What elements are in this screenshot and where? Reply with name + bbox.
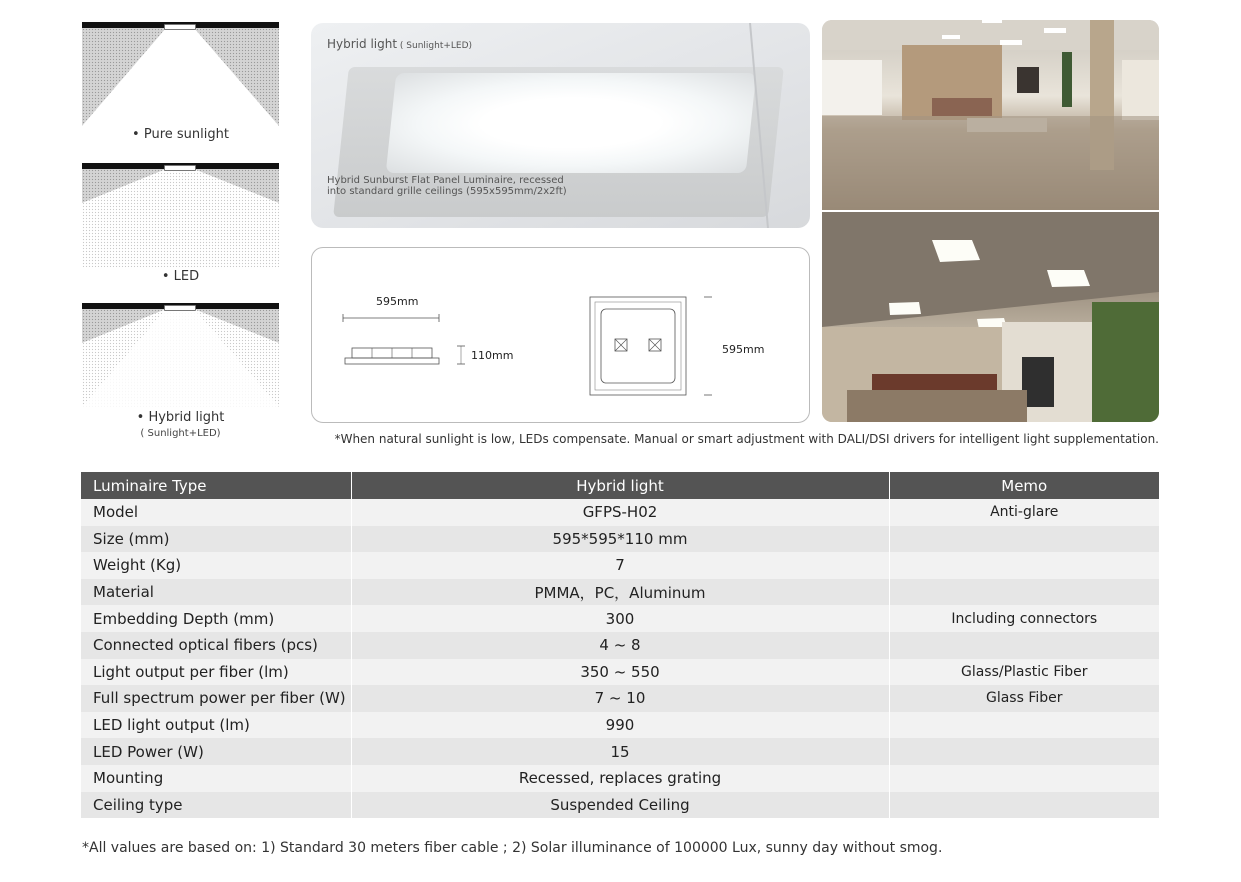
office-scene xyxy=(822,212,1159,422)
side-label: 595mm xyxy=(722,343,765,356)
hero-title-main: Hybrid light xyxy=(327,37,398,51)
header-luminaire-type: Luminaire Type xyxy=(81,472,351,499)
led-beam xyxy=(82,163,279,267)
header-memo: Memo xyxy=(889,472,1159,499)
row-label: Light output per fiber (lm) xyxy=(81,659,351,686)
table-row xyxy=(81,685,1159,712)
interior-photo-living-room xyxy=(822,20,1159,210)
row-label: Ceiling type xyxy=(81,792,351,819)
sunlight-beam xyxy=(82,22,279,126)
table-row xyxy=(81,552,1159,579)
row-label: Mounting xyxy=(81,765,351,792)
table-row xyxy=(81,792,1159,819)
living-room-scene xyxy=(822,20,1159,210)
table-row xyxy=(81,738,1159,765)
row-label: Connected optical fibers (pcs) xyxy=(81,632,351,659)
table-row xyxy=(81,632,1159,659)
row-label: LED light output (lm) xyxy=(81,712,351,739)
row-memo xyxy=(889,632,1159,659)
row-label: Embedding Depth (mm) xyxy=(81,605,351,632)
row-label: Material xyxy=(81,579,351,606)
fixture xyxy=(164,305,196,311)
row-label: Size (mm) xyxy=(81,526,351,553)
spec-table xyxy=(81,472,1159,818)
row-value: 990 xyxy=(351,712,889,739)
row-value: Recessed, replaces grating xyxy=(351,765,889,792)
dimension-drawing xyxy=(311,247,810,423)
diagram-label-sunlight: • Pure sunlight xyxy=(132,127,229,142)
fixture xyxy=(164,24,196,30)
led-diagram xyxy=(82,163,279,267)
row-memo xyxy=(889,712,1159,739)
hybrid-diagram xyxy=(82,303,279,407)
table-header-row xyxy=(81,472,1159,499)
row-label: Weight (Kg) xyxy=(81,552,351,579)
pure-sunlight-diagram xyxy=(82,22,279,126)
row-memo xyxy=(889,579,1159,606)
row-memo xyxy=(889,526,1159,553)
row-memo: Glass Fiber xyxy=(889,685,1159,712)
dimension-lines xyxy=(312,248,811,424)
row-value: 300 xyxy=(351,605,889,632)
table-row xyxy=(81,605,1159,632)
table-row xyxy=(81,579,1159,606)
row-value: 4 ~ 8 xyxy=(351,632,889,659)
row-value: 7 ~ 10 xyxy=(351,685,889,712)
panel-glow xyxy=(386,73,757,173)
row-value: 15 xyxy=(351,738,889,765)
row-memo: Anti-glare xyxy=(889,499,1159,526)
table-row xyxy=(81,765,1159,792)
table-row xyxy=(81,526,1159,553)
row-label: Full spectrum power per fiber (W) xyxy=(81,685,351,712)
table-row xyxy=(81,499,1159,526)
values-footnote: *All values are based on: 1) Standard 30 meters fiber cable ; 2) Solar illuminance of 100000 Lux, sunny day without smog. xyxy=(82,840,943,856)
hero-title xyxy=(327,37,472,51)
luminaire-photo xyxy=(311,23,810,228)
row-value: Suspended Ceiling xyxy=(351,792,889,819)
row-value: 595*595*110 mm xyxy=(351,526,889,553)
diagram-label-hybrid: • Hybrid light xyxy=(136,410,225,425)
row-value: GFPS-H02 xyxy=(351,499,889,526)
width-label: 595mm xyxy=(376,295,419,308)
sunlight-note: *When natural sunlight is low, LEDs compensate. Manual or smart adjustment with DALI/DSI drivers for intelligent light supplementation. xyxy=(334,432,1159,446)
row-memo: Glass/Plastic Fiber xyxy=(889,659,1159,686)
hybrid-beam xyxy=(82,303,279,407)
hero-caption: Hybrid Sunburst Flat Panel Luminaire, recessed into standard grille ceilings (595x595mm/2x2ft) xyxy=(327,175,567,197)
row-memo xyxy=(889,552,1159,579)
table-row xyxy=(81,659,1159,686)
row-memo xyxy=(889,765,1159,792)
row-label: LED Power (W) xyxy=(81,738,351,765)
diagram-sublabel-hybrid: ( Sunlight+LED) xyxy=(140,428,221,439)
row-value: 7 xyxy=(351,552,889,579)
row-memo xyxy=(889,792,1159,819)
row-memo: Including connectors xyxy=(889,605,1159,632)
diagram-label-led: • LED xyxy=(161,269,200,284)
row-value: PMMA，PC，Aluminum xyxy=(351,579,889,606)
fixture xyxy=(164,165,196,171)
interior-photo-office xyxy=(822,212,1159,422)
height-label: 110mm xyxy=(471,349,514,362)
table-row xyxy=(81,712,1159,739)
header-hybrid-light: Hybrid light xyxy=(351,472,889,499)
row-memo xyxy=(889,738,1159,765)
row-value: 350 ~ 550 xyxy=(351,659,889,686)
row-label: Model xyxy=(81,499,351,526)
hero-title-small: ( Sunlight+LED) xyxy=(397,41,473,51)
